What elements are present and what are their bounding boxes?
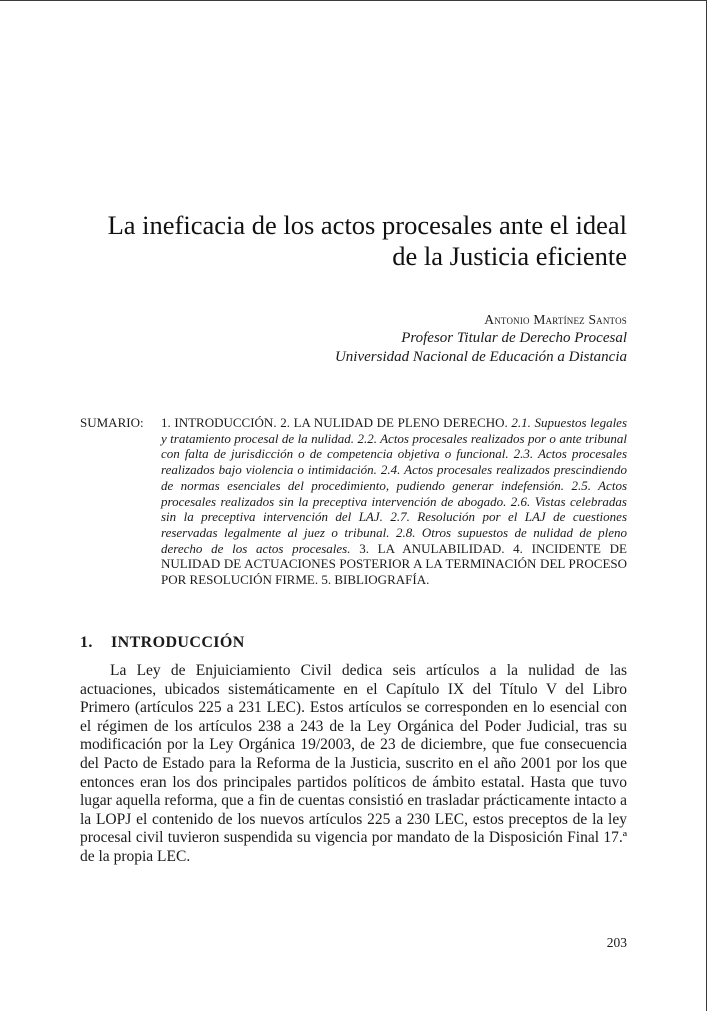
page-number: 203 <box>606 935 627 950</box>
author-position: Profesor Titular de Derecho Procesal <box>401 330 627 346</box>
summary-block <box>80 415 627 588</box>
author-block <box>200 311 627 367</box>
article-title-line-1: La ineficacia de los actos procesales ante el ideal <box>107 210 627 240</box>
section-title: INTRODUCCIÓN <box>111 634 245 651</box>
article-title <box>60 210 627 272</box>
summary-part-1: 1. INTRODUCCIÓN. 2. LA NULIDAD DE PLENO DERECHO. <box>161 415 512 430</box>
summary-label: SUMARIO: <box>80 415 144 430</box>
page-border-top <box>0 0 707 1</box>
summary-part-2: 2.1. Supuestos legales y tratamiento procesal de la nulidad. 2.2. Actos procesales realizados por o ante tribunal con falta de jurisdicción o de competencia objetiva o funcional. 2.3. Actos procesales realizados bajo violencia o intimidación. 2.4. Actos procesales realizados prescindiendo de normas esenciales del procedimiento, pudiendo generar indefensión. 2.5. Actos procesales realizados sin la preceptiva intervención de abogado. 2.6. Vistas celebradas sin la preceptiva intervención del LAJ. 2.7. Resolución por el LAJ de cuestiones reservadas legalmente al juez o tribunal. 2.8. Otros supuestos de nulidad de pleno derecho de los actos procesales. <box>161 415 628 556</box>
author-institution: Universidad Nacional de Educación a Distancia <box>334 349 627 365</box>
summary-part-3: 3. LA ANULABILIDAD. 4. INCIDENTE DE NULIDAD DE ACTUACIONES POSTERIOR A LA TERMINACIÓN DEL PROCESO POR RESOLUCIÓN FIRME. 5. BIBLIOGRAFÍA. <box>161 540 628 588</box>
section-number: 1. <box>80 634 93 651</box>
body-paragraph: La Ley de Enjuiciamiento Civil dedica seis artículos a la nulidad de las actuaciones, ubicados sistemáticamente en el Capítulo IX del Título V del Libro Primero (artículos 225 a 231 LEC). Estos artículos se corresponden en lo esencial con el régimen de los artículos 238 a 243 de la Ley Orgánica del Poder Judicial, tras su modificación por la Ley Orgánica 19/2003, de 23 de diciembre, que fue consecuencia del Pacto de Estado para la Reforma de la Justicia, suscrito en el año 2001 por los que entonces eran los dos principales partidos políticos de ámbito estatal. Hasta que tuvo lugar aquella reforma, que a fin de cuentas consistió en trasladar prácticamente intacto a la LOPJ el contenido de los nuevos artículos 225 a 230 LEC, estos preceptos de la ley procesal civil tuvieron suspendida su vigencia por mandato de la Disposición Final 17.ª de la propia LEC. <box>80 662 627 865</box>
article-title-line-2: de la Justicia eficiente <box>392 241 627 271</box>
section-heading <box>80 634 245 652</box>
author-name: Antonio Martínez Santos <box>484 312 627 327</box>
summary-text <box>161 415 627 588</box>
